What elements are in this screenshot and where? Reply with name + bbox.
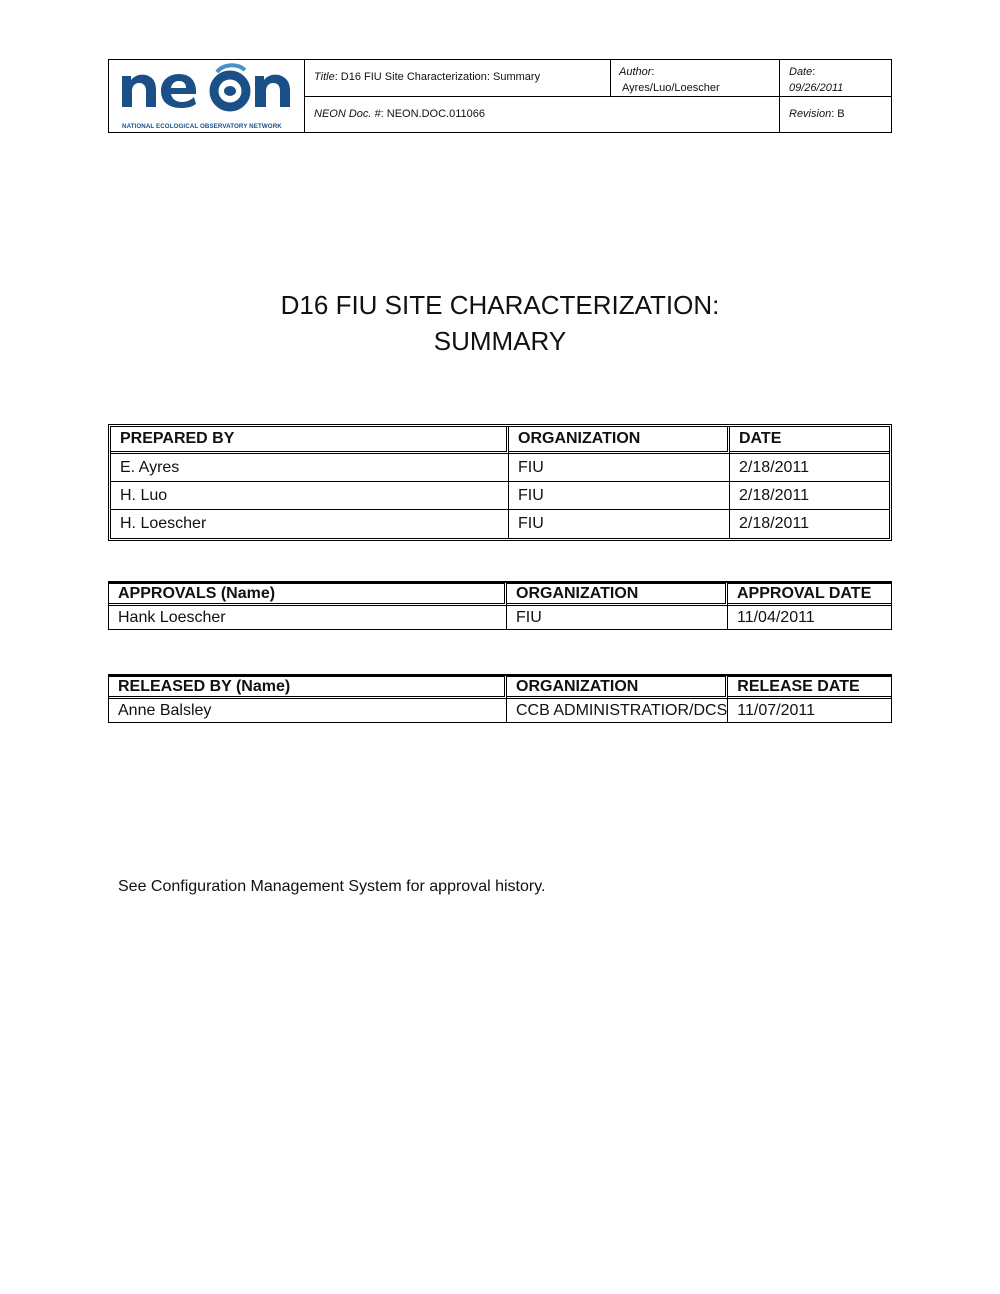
table-header-row [109,675,891,699]
header-title: Title: D16 FIU Site Characterization: Summary [314,71,541,83]
table-row [111,510,889,538]
header-doc-number: NEON Doc. #: NEON.DOC.011066 [314,108,485,120]
table-row [111,454,889,482]
column-header: ORGANIZATION [507,675,728,699]
neon-logo-icon [109,60,305,122]
table-cell: CCB ADMINISTRATIOR/DCS [507,699,728,722]
table-row [111,482,889,510]
column-header: RELEASED BY (Name) [109,675,507,699]
column-header: APPROVALS (Name) [109,582,507,606]
table-cell: Anne Balsley [109,699,507,722]
table-cell: H. Loescher [111,510,509,538]
table-cell: FIU [509,454,730,482]
column-header: PREPARED BY [111,427,509,454]
table-cell: FIU [509,510,730,538]
document-title-line2: SUMMARY [433,326,567,356]
column-header: APPROVAL DATE [728,582,891,606]
table-cell: 2/18/2011 [739,515,809,532]
table-row [109,606,891,629]
approval-history-note: See Configuration Management System for approval history. [118,878,546,895]
table-cell: 2/18/2011 [730,482,889,510]
header-author: Author: Ayres/Luo/Loescher [619,66,720,94]
approvals-table [108,581,892,630]
column-header: DATE [730,427,889,454]
table-cell: 11/04/2011 [737,608,815,626]
table-cell: FIU [507,606,728,629]
table-header-row [109,582,891,606]
header-date: Date: 09/26/2011 [789,66,844,94]
column-header: ORGANIZATION [509,427,730,454]
table-header-row [111,427,889,454]
column-header: RELEASE DATE [728,675,891,699]
table-cell: H. Luo [111,482,509,510]
document-title-line1: D16 FIU SITE CHARACTERIZATION: [280,290,720,320]
logo-subtitle: NATIONAL ECOLOGICAL OBSERVATORY NETWORK [122,123,282,130]
table-cell: FIU [509,482,730,510]
prepared-by-table [108,424,892,541]
table-cell: E. Ayres [111,454,509,482]
document-header [108,59,892,133]
released-by-table [108,674,892,723]
column-header: ORGANIZATION [507,582,728,606]
header-revision: Revision: B [789,108,845,120]
table-cell: 2/18/2011 [730,454,889,482]
neon-logo [109,60,305,132]
table-cell: Hank Loescher [109,606,507,629]
table-row [109,699,891,722]
table-cell: 11/07/2011 [737,701,815,719]
